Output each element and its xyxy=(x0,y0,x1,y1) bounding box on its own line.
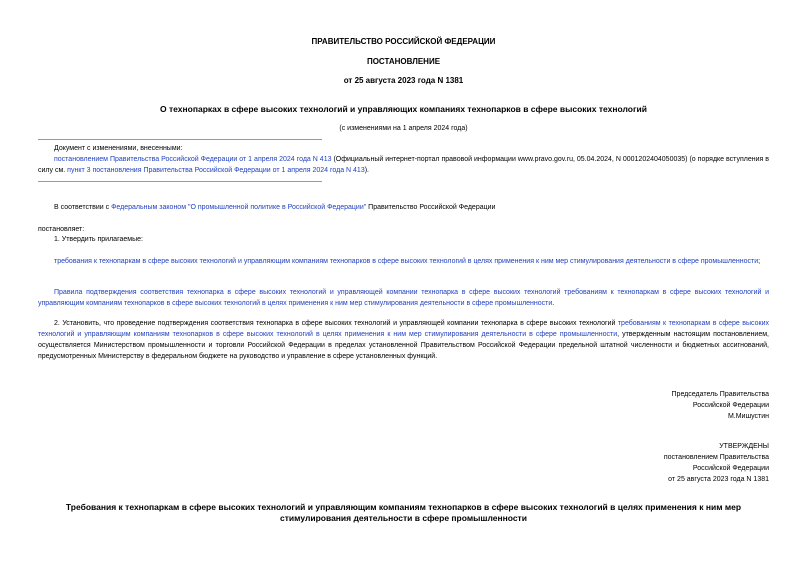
doc-date-number: от 25 августа 2023 года N 1381 xyxy=(343,76,464,85)
changes-intro: Документ с изменениями, внесенными: xyxy=(54,145,183,152)
amendment-source-text: (Официальный интернет-портал правовой информации www.pravo.gov.ru, 05.04.2024, N 0001202404050035) (о порядке вступления в силу см. xyxy=(38,156,769,174)
changes-top-rule xyxy=(38,139,322,140)
federal-law-link[interactable]: Федеральным законом "О промышленной политике в Российской Федерации" xyxy=(111,204,367,211)
basis-paragraph: В соответствии с Федеральным законом "О промышленной политике в Российской Федерации" Правительство Российской Федерации xyxy=(54,204,496,211)
changes-bottom-rule xyxy=(38,181,322,182)
rules-link[interactable]: Правила подтверждения соответствия технопарка в сфере высоких технологий и управляющей компании технопарка в сфере высоких технологий требованиям к технопаркам в сфере высоких технологий и управляющим компаниям технопарков в сфере высоких технологий в целях применения к ним мер стимулирования деятельности в сфере промышленности xyxy=(38,289,769,307)
doc-type-heading: ПОСТАНОВЛЕНИЕ xyxy=(366,57,441,66)
requirements-link[interactable]: требования к технопаркам в сфере высоких технологий и управляющим компаниям технопарков в сфере высоких технологий в целях применения к ним мер стимулирования деятельности в сфере промышленности xyxy=(54,258,759,265)
amendment-link[interactable]: постановлением Правительства Российской Федерации от 1 апреля 2024 года N 413 xyxy=(54,156,332,163)
approval-line-4: от 25 августа 2023 года N 1381 xyxy=(668,476,769,483)
document-title: О технопарках в сфере высоких технологий и управляющих компаниях технопарков в сфере высоких технологий xyxy=(160,104,647,114)
resolves-text: постановляет: xyxy=(38,226,85,233)
signature-country: Российской Федерации xyxy=(692,402,769,409)
changes-paragraph: постановлением Правительства Российской Федерации от 1 апреля 2024 года N 413 (Официальный интернет-портал правовой информации www.pravo.gov.ru, 05.04.2024, N 0001202404050035) (о порядке вступления в силу см. пункт 3 постановления Правительства Российской Федерации от 1 апреля 2024 года N 413). xyxy=(38,156,769,174)
approval-heading: УТВЕРЖДЕНЫ xyxy=(719,443,769,450)
effective-clause-link[interactable]: пункт 3 постановления Правительства Российской Федерации от 1 апреля 2024 года N 413 xyxy=(67,167,365,174)
annex-title: Требования к технопаркам в сфере высоких технологий и управляющим компаниям технопарков в сфере высоких технологий в целях применения к ним мер стимулирования деятельности в сфере промышленности xyxy=(65,502,742,523)
item-1-text: 1. Утвердить прилагаемые: xyxy=(54,236,143,243)
signature-position: Председатель Правительства xyxy=(671,391,769,398)
item-2-paragraph: 2. Установить, что проведение подтверждения соответствия технопарка в сфере высоких технологий и управляющей компании технопарка в сфере высоких технологий требованиям к технопаркам в сфере высоких технологий и управляющим компаниям технопарков в сфере высоких технологий в целях применения к ним мер стимулирования деятельности в сфере промышленности, утвержденным настоящим постановлением, осуществляется Министерством промышленности и торговли Российской Федерации в пределах установленной Правительством Российской Федерации предельной штатной численности и бюджетных ассигнований, предусмотренных Министерству в федеральном бюджете на руководство и управление в сфере установленных функций. xyxy=(38,320,770,360)
approval-line-2: постановлением Правительства xyxy=(663,454,769,461)
approval-line-3: Российской Федерации xyxy=(692,465,769,472)
requirements-item: требования к технопаркам в сфере высоких технологий и управляющим компаниям технопарков в сфере высоких технологий в целях применения к ним мер стимулирования деятельности в сфере промышленности; xyxy=(54,258,761,265)
signature-name: М.Мишустин xyxy=(727,413,769,420)
rules-item: Правила подтверждения соответствия технопарка в сфере высоких технологий и управляющей компании технопарка в сфере высоких технологий требованиям к технопаркам в сфере высоких технологий и управляющим компаниям технопарков в сфере высоких технологий в целях применения к ним мер стимулирования деятельности в сфере промышленности. xyxy=(38,289,769,307)
item-2-requirements-link[interactable]: требованиям к технопаркам в сфере высоких технологий и управляющим компаниям технопарков в сфере высоких технологий в целях применения к ним мер стимулирования деятельности в сфере промышленности xyxy=(38,320,770,338)
revision-note: (с изменениями на 1 апреля 2024 года) xyxy=(339,125,468,132)
government-heading: ПРАВИТЕЛЬСТВО РОССИЙСКОЙ ФЕДЕРАЦИИ xyxy=(311,37,496,46)
signature-block xyxy=(672,389,769,422)
approval-block xyxy=(664,441,769,485)
